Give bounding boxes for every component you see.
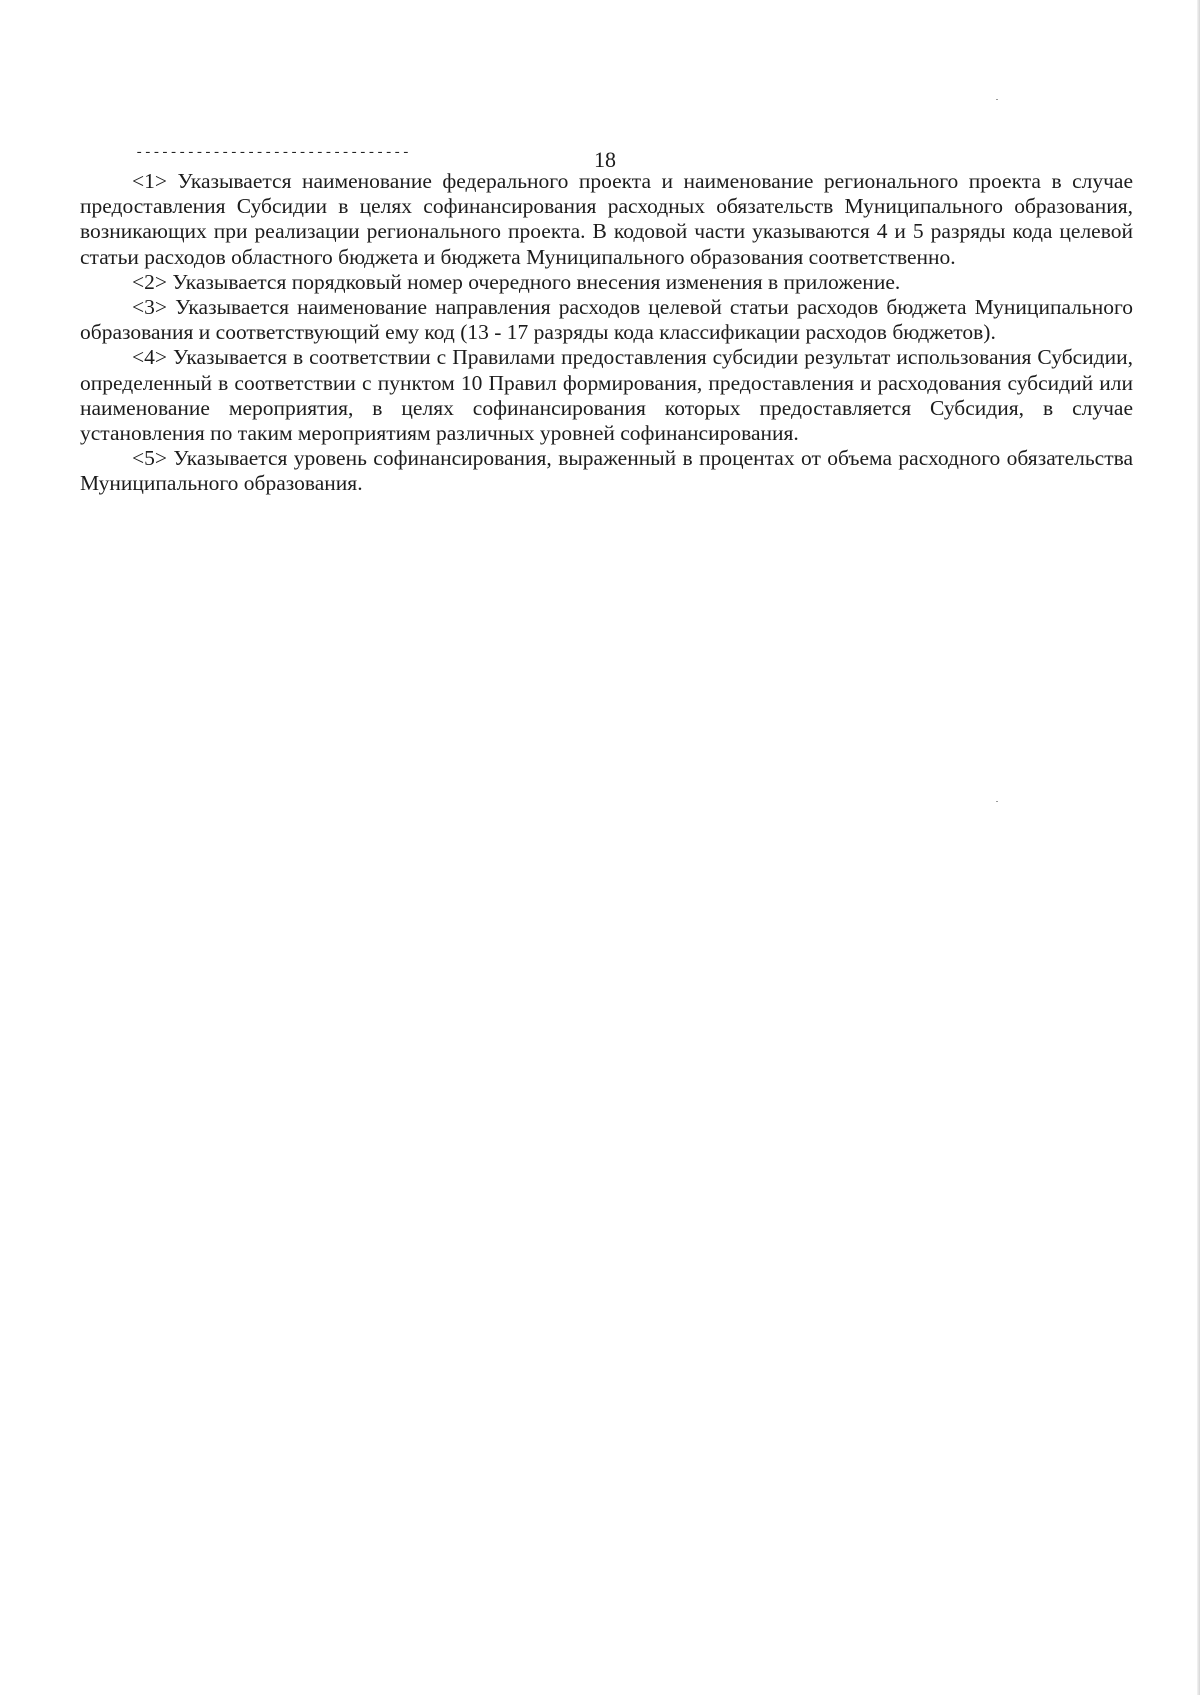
footnote-text: Указывается наименование направления расходов целевой статьи расходов бюджета Муниципального образования и соответствующий ему код (13 - 17 разряды кода классификации расходов бюджетов). <box>80 295 1134 345</box>
footnote-text: Указывается уровень софинансирования, выраженный в процентах от объема расходного обязательства Муниципального образования. <box>80 446 1133 496</box>
footnote-text: Указывается наименование федерального проекта и наименование регионального проекта в случае предоставления Субсидии в целях софинансирования расходных обязательств Муниципального образования, возникающих при реализации регионального проекта. В кодовой части указываются 4 и 5 разряды кода целевой статьи расходов областного бюджета и бюджета Муниципального образования соответственно. <box>80 169 1134 269</box>
footnote-3 <box>80 295 1133 345</box>
page-number: 18 <box>594 147 616 172</box>
footnote-2 <box>80 270 1133 295</box>
footnote-text: Указывается в соответствии с Правилами предоставления субсидии результат использования Субсидии, определенный в соответствии с пунктом 10 Правил формирования, предоставления и расходования субсидий или наименование мероприятия, в целях софинансирования которых предоставляется Субсидия, в случае установления по таким мероприятиям различных уровней софинансирования. <box>80 345 1134 446</box>
footnote-marker: <2> <box>132 269 168 294</box>
footnotes <box>80 169 1133 497</box>
footnote-marker: <3> <box>132 295 168 320</box>
scan-artifact <box>996 801 998 802</box>
footnote-4 <box>80 345 1133 446</box>
footnote-separator: -------------------------------- <box>135 145 411 161</box>
footnote-marker: <1> <box>132 169 168 193</box>
scan-artifact <box>996 99 998 100</box>
footnote-marker: <5> <box>132 446 168 471</box>
footnote-5 <box>80 446 1133 496</box>
footnote-marker: <4> <box>132 345 168 370</box>
footnote-text: Указывается порядковый номер очередного внесения изменения в приложение. <box>172 269 901 294</box>
footnote-1 <box>80 169 1133 270</box>
